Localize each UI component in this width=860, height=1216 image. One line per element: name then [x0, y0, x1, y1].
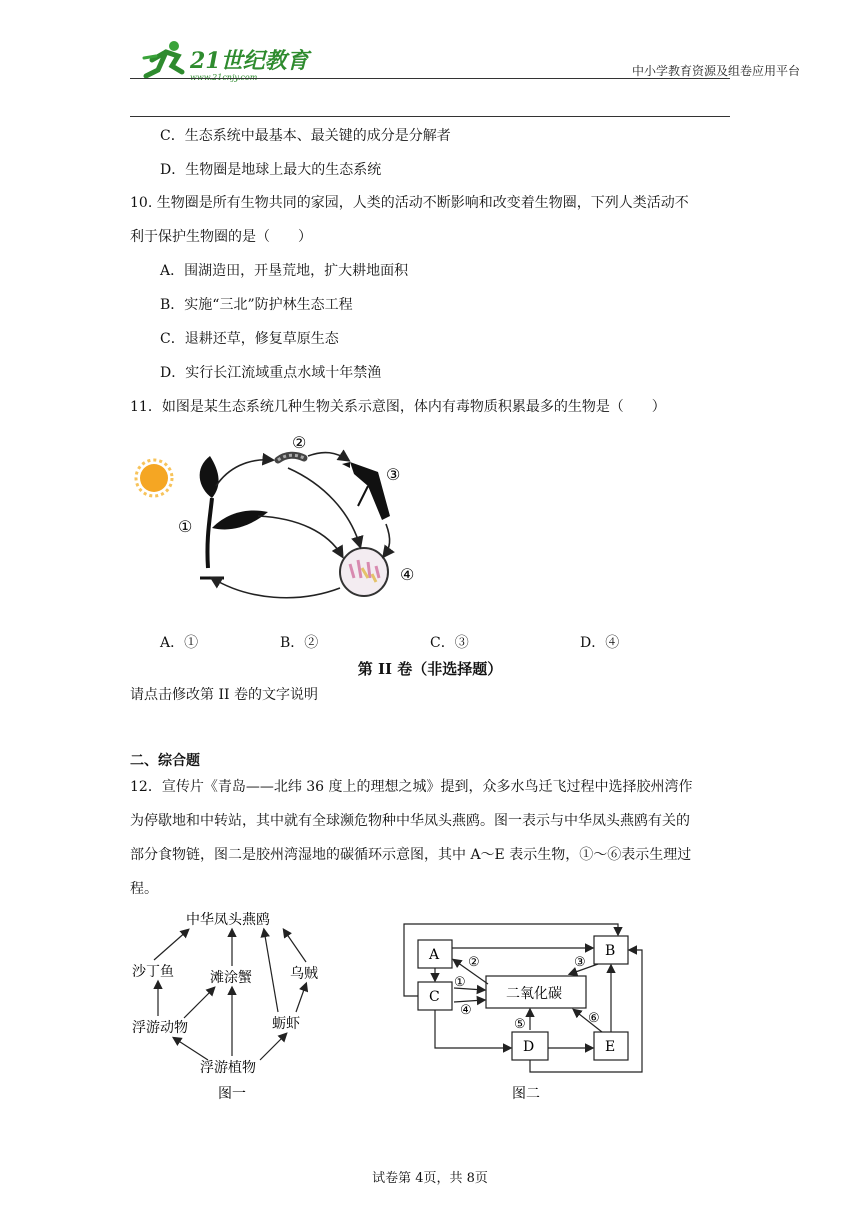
node-phytoplankton: 浮游植物 — [200, 1060, 256, 1076]
process-3: ③ — [574, 955, 586, 970]
page-footer: 试卷第 4页，共 8页 — [372, 1171, 488, 1186]
q11-option-b: B．② — [280, 635, 319, 651]
q10-stem-line2: 利于保护生物圈的是（ ） — [130, 229, 312, 245]
q10-stem-line1: 10. 生物圈是所有生物共同的家园，人类的活动不断影响和改变着生物圈，下列人类活动不 — [130, 195, 689, 211]
bird-icon — [342, 462, 390, 520]
q10-option-d: D．实行长江流域重点水域十年禁渔 — [160, 365, 382, 381]
box-a: A — [429, 947, 440, 963]
q11-option-c: C．③ — [430, 635, 469, 651]
q11-option-d: D．④ — [580, 635, 620, 651]
node-sardine: 沙丁鱼 — [132, 964, 174, 980]
q12-stem-line4: 程。 — [130, 881, 158, 897]
q11-option-a: A．① — [160, 635, 199, 651]
node-crab: 滩涂蟹 — [210, 970, 252, 986]
carbon-cycle-figure — [398, 918, 658, 1108]
node-zooplankton: 浮游动物 — [132, 1020, 188, 1036]
label-3: ③ — [386, 465, 401, 484]
node-shrimp: 蛎虾 — [272, 1016, 300, 1032]
q10-option-b: B．实施“三北”防护林生态工程 — [160, 297, 353, 313]
box-d: D — [523, 1039, 535, 1055]
section2-title: 二、综合题 — [130, 753, 200, 769]
part2-title: 第 II 卷（非选择题） — [357, 660, 503, 678]
q12-stem-line2: 为停歇地和中转站，其中就有全球濒危物种中华凤头燕鸥。图一表示与中华凤头燕鸥有关的 — [130, 813, 690, 829]
header-divider — [130, 78, 730, 79]
q11-stem: 11．如图是某生态系统几种生物关系示意图，体内有毒物质积累最多的生物是（ ） — [130, 399, 666, 415]
part2-note[interactable]: 请点击修改第 II 卷的文字说明 — [130, 687, 318, 703]
box-b: B — [605, 943, 616, 959]
fig2-caption: 图二 — [512, 1086, 540, 1102]
decomposer-icon — [340, 548, 388, 596]
node-squid: 乌贼 — [290, 966, 318, 982]
node-tern: 中华凤头燕鸥 — [186, 912, 270, 928]
logo-text: 21世纪教育 — [190, 48, 309, 74]
fig1-caption: 图一 — [218, 1086, 246, 1102]
process-4: ④ — [460, 1003, 472, 1018]
box-c: C — [429, 989, 440, 1005]
header-divider-2 — [130, 116, 730, 117]
box-co2: 二氧化碳 — [506, 986, 562, 1002]
caterpillar-icon — [278, 455, 304, 460]
process-5: ⑤ — [514, 1017, 526, 1032]
box-e: E — [605, 1039, 616, 1055]
process-6: ⑥ — [588, 1011, 600, 1026]
process-1: ① — [454, 975, 466, 990]
q9-option-c: C．生态系统中最基本、最关键的成分是分解者 — [160, 128, 451, 144]
sun-icon — [136, 460, 172, 496]
plant-icon — [200, 456, 268, 578]
q11-ecosystem-figure — [128, 428, 428, 608]
q10-option-c: C．退耕还草，修复草原生态 — [160, 331, 339, 347]
q9-option-d: D．生物圈是地球上最大的生态系统 — [160, 162, 382, 178]
header-platform-text: 中小学教育资源及组卷应用平台 — [631, 64, 800, 78]
q10-option-a: A．围湖造田，开垦荒地，扩大耕地面积 — [160, 263, 409, 279]
label-1: ① — [178, 517, 193, 536]
process-2: ② — [468, 955, 480, 970]
q12-stem-line3: 部分食物链，图二是胶州湾湿地的碳循环示意图，其中 A～E 表示生物，①～⑥表示生理过 — [130, 847, 692, 863]
label-2: ② — [292, 433, 307, 452]
site-logo — [138, 38, 328, 82]
q12-stem-line1: 12．宣传片《青岛——北纬 36 度上的理想之城》提到，众多水鸟迁飞过程中选择胶州湾作 — [130, 779, 693, 795]
food-web-figure — [124, 904, 354, 1104]
label-4: ④ — [400, 565, 415, 584]
